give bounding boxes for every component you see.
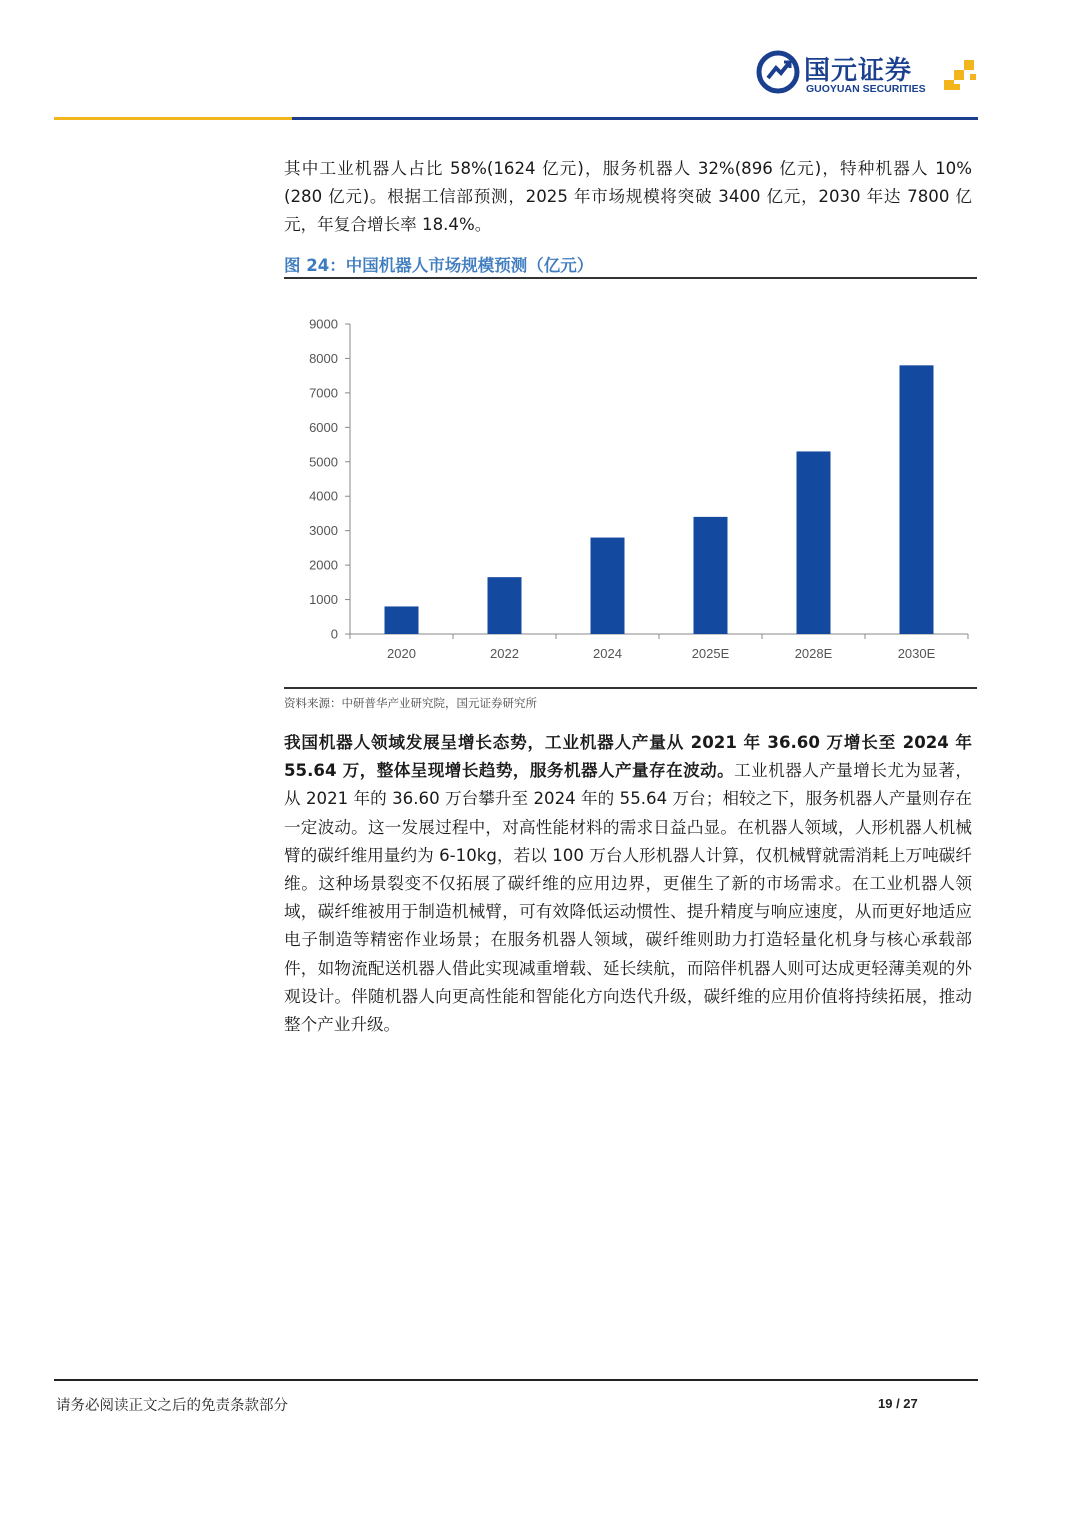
figure-title: 图 24：中国机器人市场规模预测（亿元） — [284, 256, 594, 275]
y-tick-label: 8000 — [309, 350, 338, 366]
y-tick-label: 5000 — [309, 454, 338, 470]
header-rule-blue — [292, 117, 978, 120]
y-tick-label: 3000 — [309, 523, 338, 539]
paragraph-robot-production — [284, 729, 972, 1039]
bar-2020 — [385, 606, 419, 634]
y-tick-label: 9000 — [309, 316, 338, 332]
paragraph-body: 工业机器人产量增长尤为显著，从 2021 年的 36.60 万台攀升至 2024 年的 55.64 万台；相较之下，服务机器人产量则存在一定波动。这一发展过程中，对高性能材料的需求日益凸显。在机器人领域，人形机器人机械臂的碳纤维用量约为 6-10kg，若以 100 万台人形机器人计算，仅机械臂就需消耗上万吨碳纤维。这种场景裂变不仅拓展了碳纤维的应用边界，更催生了新的市场需求。在工业机器人领域，碳纤维被用于制造机械臂，可有效降低运动惯性、提升精度与响应速度，从而更好地适应电子制造等精密作业场景；在服务机器人领域，碳纤维则助力打造轻量化机身与核心承载部件，如物流配送机器人借此实现减重增载、延长续航，而陪伴机器人则可达成更轻薄美观的外观设计。伴随机器人向更高性能和智能化方向迭代升级，碳纤维的应用价值将持续拓展，推动整个产业升级。 — [284, 761, 973, 1035]
logo-text-cn: 国元证券 — [804, 56, 913, 86]
logo-text-en: GUOYUAN SECURITIES — [806, 83, 926, 95]
y-tick-label: 2000 — [309, 557, 338, 573]
figure-top-rule — [284, 277, 977, 279]
bar-2028E — [797, 451, 831, 634]
header-rule-gold — [54, 117, 292, 120]
footer-disclaimer: 请务必阅读正文之后的免责条款部分 — [56, 1398, 288, 1414]
figure-bottom-rule — [284, 687, 977, 689]
logo-emblem-icon — [756, 50, 800, 94]
x-tick-label: 2028E — [794, 646, 833, 661]
x-tick-label: 2020 — [387, 646, 416, 661]
figure-source: 资料来源：中研普华产业研究院，国元证券研究所 — [284, 696, 537, 710]
paragraph-bold-lead: 我国机器人领域发展呈增长态势，工业机器人产量从 2021 年 36.60 万增长至 2024 年 55.64 万，整体呈现增长趋势，服务机器人产量存在波动。 — [284, 733, 972, 781]
y-tick-label: 7000 — [309, 385, 338, 401]
bar-2024 — [591, 538, 625, 634]
y-tick-label: 1000 — [309, 592, 338, 608]
bar-2025E — [694, 517, 728, 634]
bar-2030E — [900, 365, 934, 634]
bar-chart — [284, 300, 977, 678]
paragraph-market-share: 其中工业机器人占比 58%(1624 亿元)，服务机器人 32%(896 亿元)，特种机器人 10%(280 亿元)。根据工信部预测，2025 年市场规模将突破 3400 亿元，2030 年达 7800 亿元，年复合增长率 18.4%。 — [284, 159, 972, 235]
footer-rule — [54, 1379, 978, 1381]
y-tick-label: 4000 — [309, 488, 338, 504]
y-tick-label: 6000 — [309, 419, 338, 435]
logo-steps-icon — [944, 54, 980, 94]
x-tick-label: 2025E — [691, 646, 730, 661]
y-tick-label: 0 — [330, 626, 338, 642]
bar-2022 — [488, 577, 522, 634]
page-number: 19 / 27 — [878, 1396, 918, 1411]
x-tick-label: 2022 — [490, 646, 519, 661]
company-logo — [756, 50, 986, 100]
x-tick-label: 2030E — [897, 646, 936, 661]
x-tick-label: 2024 — [593, 646, 622, 661]
